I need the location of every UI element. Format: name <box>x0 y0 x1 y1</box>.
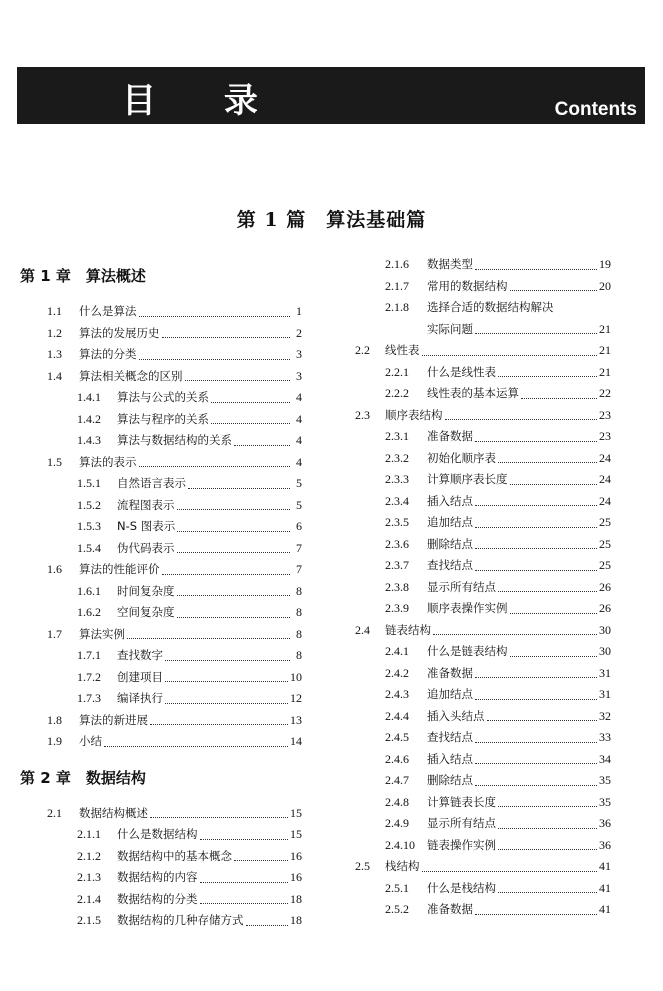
entry-title: 算法与公式的关系 <box>117 390 209 404</box>
part-title: 第 1 篇 算法基础篇 <box>236 209 427 231</box>
toc-entry[interactable] <box>20 301 302 323</box>
leader-dots <box>150 817 288 818</box>
entry-title: 常用的数据结构 <box>427 278 508 293</box>
page-number: 1 <box>296 304 302 318</box>
page-number: 36 <box>599 816 611 830</box>
page-number: 41 <box>599 859 611 873</box>
page-number: 33 <box>599 730 611 744</box>
entry-number: 1.6.2 <box>77 605 101 619</box>
entry-number: 1.6.1 <box>77 583 101 598</box>
toc-entry[interactable] <box>350 577 611 599</box>
leader-dots <box>165 703 288 704</box>
entry-number: 1.3 <box>47 347 62 361</box>
page-number: 24 <box>599 450 611 465</box>
leader-dots <box>445 419 598 420</box>
page-number: 23 <box>599 407 611 422</box>
entry-title: 插入头结点 <box>427 708 485 723</box>
entry-number: 1.4.3 <box>77 433 101 447</box>
entry-number: 2.4.6 <box>385 751 409 766</box>
leader-dots <box>475 742 597 743</box>
entry-number: 2.4.2 <box>385 665 409 680</box>
entry-number: 2.5.2 <box>385 902 409 916</box>
entry-title: 线性表的基本运算 <box>427 386 519 400</box>
entry-title: 编译执行 <box>117 691 163 705</box>
toc-entry[interactable] <box>350 749 611 771</box>
leader-dots <box>521 398 597 399</box>
page-number: 22 <box>599 386 611 400</box>
page-number: 31 <box>599 687 611 701</box>
entry-number: 1.2 <box>47 325 62 340</box>
toc-entry[interactable] <box>350 383 611 405</box>
entry-title: 显示所有结点 <box>427 579 496 594</box>
entry-number: 2.1.4 <box>77 891 101 906</box>
entry-number: 2.4.5 <box>385 730 409 744</box>
entry-title: 实际问题 <box>427 321 473 336</box>
entry-number: 2.1.6 <box>385 257 409 271</box>
entry-number: 1.4 <box>47 368 62 383</box>
page-number: 25 <box>599 515 611 529</box>
entry-number: 2.4.7 <box>385 773 409 787</box>
entry-title: 创建项目 <box>117 669 163 684</box>
entry-number: 2.4.3 <box>385 687 409 701</box>
leader-dots <box>185 380 291 381</box>
leader-dots <box>234 860 288 861</box>
toc-entry[interactable] <box>350 340 611 362</box>
toc-entry[interactable] <box>350 706 611 728</box>
page-number: 25 <box>599 558 611 572</box>
toc-entry[interactable] <box>350 878 611 900</box>
leader-dots <box>475 333 597 334</box>
toc-column-right <box>350 254 611 921</box>
entry-title: 数据结构的内容 <box>117 870 198 884</box>
toc-column-left <box>20 265 302 932</box>
toc-entry[interactable] <box>350 792 611 814</box>
chapter-heading: 第 2 章 数据结构 <box>20 768 146 787</box>
leader-dots <box>200 882 289 883</box>
toc-entry[interactable] <box>20 366 302 388</box>
leader-dots <box>188 488 290 489</box>
toc-entry[interactable] <box>20 538 302 560</box>
page-number: 41 <box>599 902 611 916</box>
toc-title: 目 录 <box>122 81 286 121</box>
entry-number: 1.5.3 <box>77 519 101 533</box>
chapter-heading: 第 1 章 算法概述 <box>20 267 146 285</box>
leader-dots <box>200 903 289 904</box>
toc-entry[interactable] <box>350 835 611 857</box>
entry-title: 顺序表结构 <box>385 407 443 422</box>
entry-number: 2.3.8 <box>385 579 409 594</box>
page-number: 41 <box>599 880 611 895</box>
toc-entry[interactable] <box>350 598 611 620</box>
leader-dots <box>510 484 598 485</box>
leader-dots <box>139 359 291 360</box>
entry-title: 数据类型 <box>427 257 473 271</box>
entry-number: 2.4.4 <box>385 708 409 723</box>
entry-number: 1.7.2 <box>77 669 101 684</box>
entry-title: 数据结构的几种存储方式 <box>117 913 244 927</box>
leader-dots <box>498 828 597 829</box>
leader-dots <box>165 681 288 682</box>
leader-dots <box>162 574 291 575</box>
leader-dots <box>498 462 597 463</box>
entry-number: 1.7 <box>47 626 62 641</box>
chapter-spacer <box>20 753 302 767</box>
entry-number: 2.1.3 <box>77 870 101 884</box>
page-number: 14 <box>290 734 302 748</box>
entry-title: 什么是数据结构 <box>117 827 198 841</box>
entry-title: 数据结构的分类 <box>117 891 198 906</box>
toc-entry[interactable] <box>350 620 611 642</box>
page-number: 36 <box>599 837 611 852</box>
toc-entry[interactable] <box>350 770 611 792</box>
entry-number: 2.5.1 <box>385 880 409 895</box>
page-number: 10 <box>290 669 302 684</box>
leader-dots <box>498 892 597 893</box>
entry-number: 1.6 <box>47 562 62 576</box>
page-number: 34 <box>599 751 611 766</box>
entry-number: 2.3.3 <box>385 472 409 486</box>
leader-dots <box>422 355 598 356</box>
leader-dots <box>475 269 597 270</box>
leader-dots <box>510 656 598 657</box>
page-number: 13 <box>290 712 302 727</box>
toc-entry[interactable] <box>350 727 611 749</box>
page-number: 35 <box>599 773 611 787</box>
toc-entry[interactable] <box>20 867 302 889</box>
entry-title: 空间复杂度 <box>117 605 175 619</box>
toc-entry[interactable] <box>20 387 302 409</box>
toc-entry[interactable] <box>350 362 611 384</box>
toc-entry[interactable] <box>20 688 302 710</box>
toc-entry[interactable] <box>20 344 302 366</box>
page-number: 32 <box>599 708 611 723</box>
entry-number: 1.8 <box>47 712 62 727</box>
leader-dots <box>234 445 290 446</box>
header-banner <box>17 67 645 124</box>
toc-entry[interactable] <box>20 889 302 911</box>
toc-entry[interactable] <box>20 710 302 732</box>
leader-dots <box>211 423 290 424</box>
entry-number: 1.1 <box>47 304 62 318</box>
toc-entry[interactable] <box>350 276 611 298</box>
entry-title: 栈结构 <box>385 859 420 873</box>
entry-title: 什么是算法 <box>79 304 137 318</box>
leader-dots <box>162 337 291 338</box>
toc-entry[interactable] <box>350 491 611 513</box>
page-number: 7 <box>296 540 302 555</box>
leader-dots <box>211 402 290 403</box>
toc-entry[interactable] <box>350 512 611 534</box>
page-number: 31 <box>599 665 611 680</box>
entry-title: 查找结点 <box>427 558 473 572</box>
entry-number: 2.4.10 <box>385 837 415 852</box>
toc-entry[interactable] <box>350 641 611 663</box>
toc-entry[interactable] <box>20 824 302 846</box>
toc-entry[interactable] <box>350 555 611 577</box>
leader-dots <box>177 617 291 618</box>
entry-number: 2.1.7 <box>385 278 409 293</box>
entry-title: 算法相关概念的区别 <box>79 368 183 383</box>
leader-dots <box>139 316 291 317</box>
toc-entry[interactable] <box>20 559 302 581</box>
leader-dots <box>104 746 288 747</box>
leader-dots <box>475 785 597 786</box>
entry-title: 插入结点 <box>427 751 473 766</box>
toc-entry[interactable] <box>350 319 611 341</box>
page-number: 26 <box>599 601 611 615</box>
entry-number: 2.2.2 <box>385 386 409 400</box>
entry-number: 2.1 <box>47 805 62 820</box>
page-number: 8 <box>296 583 302 598</box>
entry-number: 1.9 <box>47 734 62 748</box>
chapter-gap <box>20 789 302 803</box>
entry-title: 算法的性能评价 <box>79 562 160 576</box>
leader-dots <box>165 660 290 661</box>
toc-entry[interactable] <box>20 731 302 753</box>
entry-title: 小结 <box>79 734 102 748</box>
entry-title: 删除结点 <box>427 773 473 787</box>
leader-dots <box>200 839 289 840</box>
leader-dots <box>498 806 597 807</box>
toc-entry[interactable] <box>20 803 302 825</box>
page-number: 3 <box>296 347 302 361</box>
page-number: 26 <box>599 579 611 594</box>
entry-title: 算法与程序的关系 <box>117 411 209 426</box>
entry-title: N-S 图表示 <box>117 519 176 533</box>
leader-dots <box>475 548 597 549</box>
page-number: 24 <box>599 472 611 486</box>
entry-number: 1.5 <box>47 454 62 469</box>
entry-number: 2.3 <box>355 407 370 422</box>
contents-label: Contents <box>554 99 637 120</box>
leader-dots <box>475 505 597 506</box>
entry-title: 自然语言表示 <box>117 476 186 490</box>
toc-entry[interactable] <box>350 254 611 276</box>
entry-title: 链表结构 <box>385 622 431 637</box>
entry-number: 1.5.1 <box>77 476 101 490</box>
entry-title: 算法的分类 <box>79 347 137 361</box>
toc-entry[interactable] <box>20 409 302 431</box>
entry-number: 2.1.1 <box>77 827 101 841</box>
leader-dots <box>498 591 597 592</box>
leader-dots <box>475 677 597 678</box>
entry-title: 查找结点 <box>427 730 473 744</box>
page-number: 19 <box>599 257 611 271</box>
leader-dots <box>475 763 597 764</box>
toc-entry[interactable] <box>20 846 302 868</box>
entry-title: 查找数字 <box>117 648 163 662</box>
entry-title: 算法的发展历史 <box>79 325 160 340</box>
toc-entry[interactable] <box>20 516 302 538</box>
page-number: 4 <box>296 454 302 469</box>
chapter-gap <box>20 287 302 301</box>
leader-dots <box>487 720 598 721</box>
page-number: 8 <box>296 605 302 619</box>
entry-title: 准备数据 <box>427 429 473 443</box>
entry-title: 流程图表示 <box>117 497 175 512</box>
entry-title: 伪代码表示 <box>117 540 175 555</box>
leader-dots <box>475 527 597 528</box>
entry-title: 时间复杂度 <box>117 583 175 598</box>
leader-dots <box>498 849 597 850</box>
entry-title: 追加结点 <box>427 515 473 529</box>
toc-entry[interactable] <box>20 602 302 624</box>
entry-title: 计算链表长度 <box>427 794 496 809</box>
page-number: 4 <box>296 390 302 404</box>
entry-number: 2.3.7 <box>385 558 409 572</box>
page-number: 4 <box>296 411 302 426</box>
page-number: 12 <box>290 691 302 705</box>
leader-dots <box>475 441 597 442</box>
toc-entry[interactable] <box>350 813 611 835</box>
leader-dots <box>177 509 291 510</box>
toc-entry[interactable] <box>350 297 611 319</box>
entry-number: 2.5 <box>355 859 370 873</box>
page-number: 15 <box>290 805 302 820</box>
toc-entry[interactable] <box>350 534 611 556</box>
page-number: 21 <box>599 343 611 357</box>
entry-title: 显示所有结点 <box>427 816 496 830</box>
page-number: 15 <box>290 827 302 841</box>
leader-dots <box>475 699 597 700</box>
toc-entry[interactable] <box>20 910 302 932</box>
page-number: 4 <box>296 433 302 447</box>
entry-title: 算法与数据结构的关系 <box>117 433 232 447</box>
entry-title: 链表操作实例 <box>427 837 496 852</box>
toc-entry[interactable] <box>350 899 611 921</box>
entry-number: 2.3.1 <box>385 429 409 443</box>
leader-dots <box>246 925 289 926</box>
page-number: 5 <box>296 476 302 490</box>
entry-number: 2.3.6 <box>385 536 409 551</box>
entry-number: 2.3.4 <box>385 493 409 508</box>
entry-title: 什么是线性表 <box>427 364 496 379</box>
entry-number: 2.4 <box>355 622 370 637</box>
entry-number: 1.5.4 <box>77 540 101 555</box>
entry-number: 2.4.1 <box>385 644 409 658</box>
entry-number: 2.2.1 <box>385 364 409 379</box>
entry-title: 算法实例 <box>79 626 125 641</box>
page-number: 23 <box>599 429 611 443</box>
leader-dots <box>177 595 291 596</box>
entry-title: 删除结点 <box>427 536 473 551</box>
entry-number: 2.3.5 <box>385 515 409 529</box>
leader-dots <box>127 638 290 639</box>
leader-dots <box>177 531 290 532</box>
entry-title: 插入结点 <box>427 493 473 508</box>
toc-entry[interactable] <box>20 323 302 345</box>
entry-title: 什么是栈结构 <box>427 880 496 895</box>
toc-entry[interactable] <box>350 684 611 706</box>
entry-number: 2.4.9 <box>385 816 409 830</box>
page-number: 25 <box>599 536 611 551</box>
page-number: 16 <box>290 848 302 863</box>
entry-title: 计算顺序表长度 <box>427 472 508 486</box>
page-number: 6 <box>296 519 302 533</box>
page-number: 18 <box>290 891 302 906</box>
page-number: 3 <box>296 368 302 383</box>
entry-title: 准备数据 <box>427 665 473 680</box>
leader-dots <box>177 552 291 553</box>
leader-dots <box>139 466 291 467</box>
entry-title: 准备数据 <box>427 902 473 916</box>
leader-dots <box>498 376 597 377</box>
toc-entry[interactable] <box>20 667 302 689</box>
toc-entry[interactable] <box>20 581 302 603</box>
entry-number: 2.1.8 <box>385 300 409 314</box>
page-number: 7 <box>296 562 302 576</box>
page-number: 8 <box>296 626 302 641</box>
entry-number: 1.4.2 <box>77 411 101 426</box>
page-number: 18 <box>290 913 302 927</box>
leader-dots <box>510 613 598 614</box>
entry-number: 1.4.1 <box>77 390 101 404</box>
page-number: 2 <box>296 325 302 340</box>
toc-entry[interactable] <box>350 405 611 427</box>
toc-entry[interactable] <box>20 645 302 667</box>
leader-dots <box>150 724 288 725</box>
page-number: 30 <box>599 622 611 637</box>
toc-entry[interactable] <box>350 663 611 685</box>
entry-title: 算法的新进展 <box>79 712 148 727</box>
leader-dots <box>433 634 597 635</box>
leader-dots <box>475 570 597 571</box>
entry-number: 2.1.2 <box>77 848 101 863</box>
leader-dots <box>422 871 598 872</box>
entry-title: 数据结构中的基本概念 <box>117 848 232 863</box>
entry-number: 2.3.2 <box>385 450 409 465</box>
entry-number: 2.4.8 <box>385 794 409 809</box>
toc-entry[interactable] <box>20 624 302 646</box>
entry-number: 2.1.5 <box>77 913 101 927</box>
page-number: 24 <box>599 493 611 508</box>
entry-title: 追加结点 <box>427 687 473 701</box>
leader-dots <box>510 290 598 291</box>
page-number: 8 <box>296 648 302 662</box>
entry-number: 2.3.9 <box>385 601 409 615</box>
entry-title: 算法的表示 <box>79 454 137 469</box>
page-number: 16 <box>290 870 302 884</box>
toc-entry[interactable] <box>20 452 302 474</box>
entry-number: 1.7.1 <box>77 648 101 662</box>
page-number: 21 <box>599 364 611 379</box>
entry-title: 线性表 <box>385 343 420 357</box>
entry-number: 2.2 <box>355 343 370 357</box>
entry-number: 1.7.3 <box>77 691 101 705</box>
toc-entry[interactable] <box>350 469 611 491</box>
toc-entry[interactable] <box>20 430 302 452</box>
entry-title: 什么是链表结构 <box>427 644 508 658</box>
entry-title: 选择合适的数据结构解决 <box>427 300 554 314</box>
toc-entry[interactable] <box>350 426 611 448</box>
entry-number: 1.5.2 <box>77 497 101 512</box>
page-number: 5 <box>296 497 302 512</box>
page-number: 30 <box>599 644 611 658</box>
page-number: 21 <box>599 321 611 336</box>
page-number: 20 <box>599 278 611 293</box>
entry-title: 顺序表操作实例 <box>427 601 508 615</box>
page-number: 35 <box>599 794 611 809</box>
toc-entry[interactable] <box>350 448 611 470</box>
entry-title: 数据结构概述 <box>79 805 148 820</box>
leader-dots <box>475 914 597 915</box>
toc-entry[interactable] <box>350 856 611 878</box>
toc-entry[interactable] <box>20 473 302 495</box>
toc-entry[interactable] <box>20 495 302 517</box>
entry-title: 初始化顺序表 <box>427 450 496 465</box>
